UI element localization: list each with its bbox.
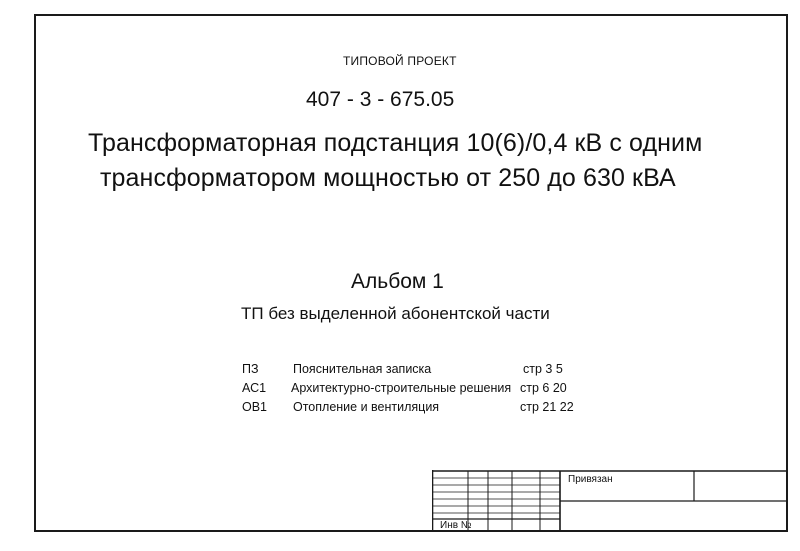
contents-item-code: АС1 bbox=[242, 381, 267, 395]
album-name: Альбом 1 bbox=[351, 270, 444, 293]
album-subtitle: ТП без выделенной абонентской части bbox=[241, 304, 550, 323]
project-code: 407 - 3 - 675.05 bbox=[306, 88, 455, 111]
stamp-privyazan-label: Привязан bbox=[568, 474, 613, 485]
contents-item-pages: стр 6 20 bbox=[520, 381, 567, 395]
contents-item-pages: стр 21 22 bbox=[520, 400, 574, 414]
contents-item-code: ПЗ bbox=[242, 362, 259, 376]
contents-item-name: Архитектурно-строительные решения bbox=[291, 381, 512, 395]
contents-item-code: ОВ1 bbox=[242, 400, 268, 414]
stamp-inv-no-label: Инв № bbox=[440, 520, 472, 531]
contents-item-name: Отопление и вентиляция bbox=[293, 400, 440, 414]
contents-item-name: Пояснительная записка bbox=[293, 362, 432, 376]
title-line-1: Трансформаторная подстанция 10(6)/0,4 кВ с одним bbox=[88, 129, 703, 157]
title-line-2: трансформатором мощностью от 250 до 630 кВА bbox=[100, 164, 676, 192]
title-block-stamp bbox=[432, 470, 788, 532]
project-label: ТИПОВОЙ ПРОЕКТ bbox=[343, 54, 457, 68]
contents-item-pages: стр 3 5 bbox=[523, 362, 563, 376]
